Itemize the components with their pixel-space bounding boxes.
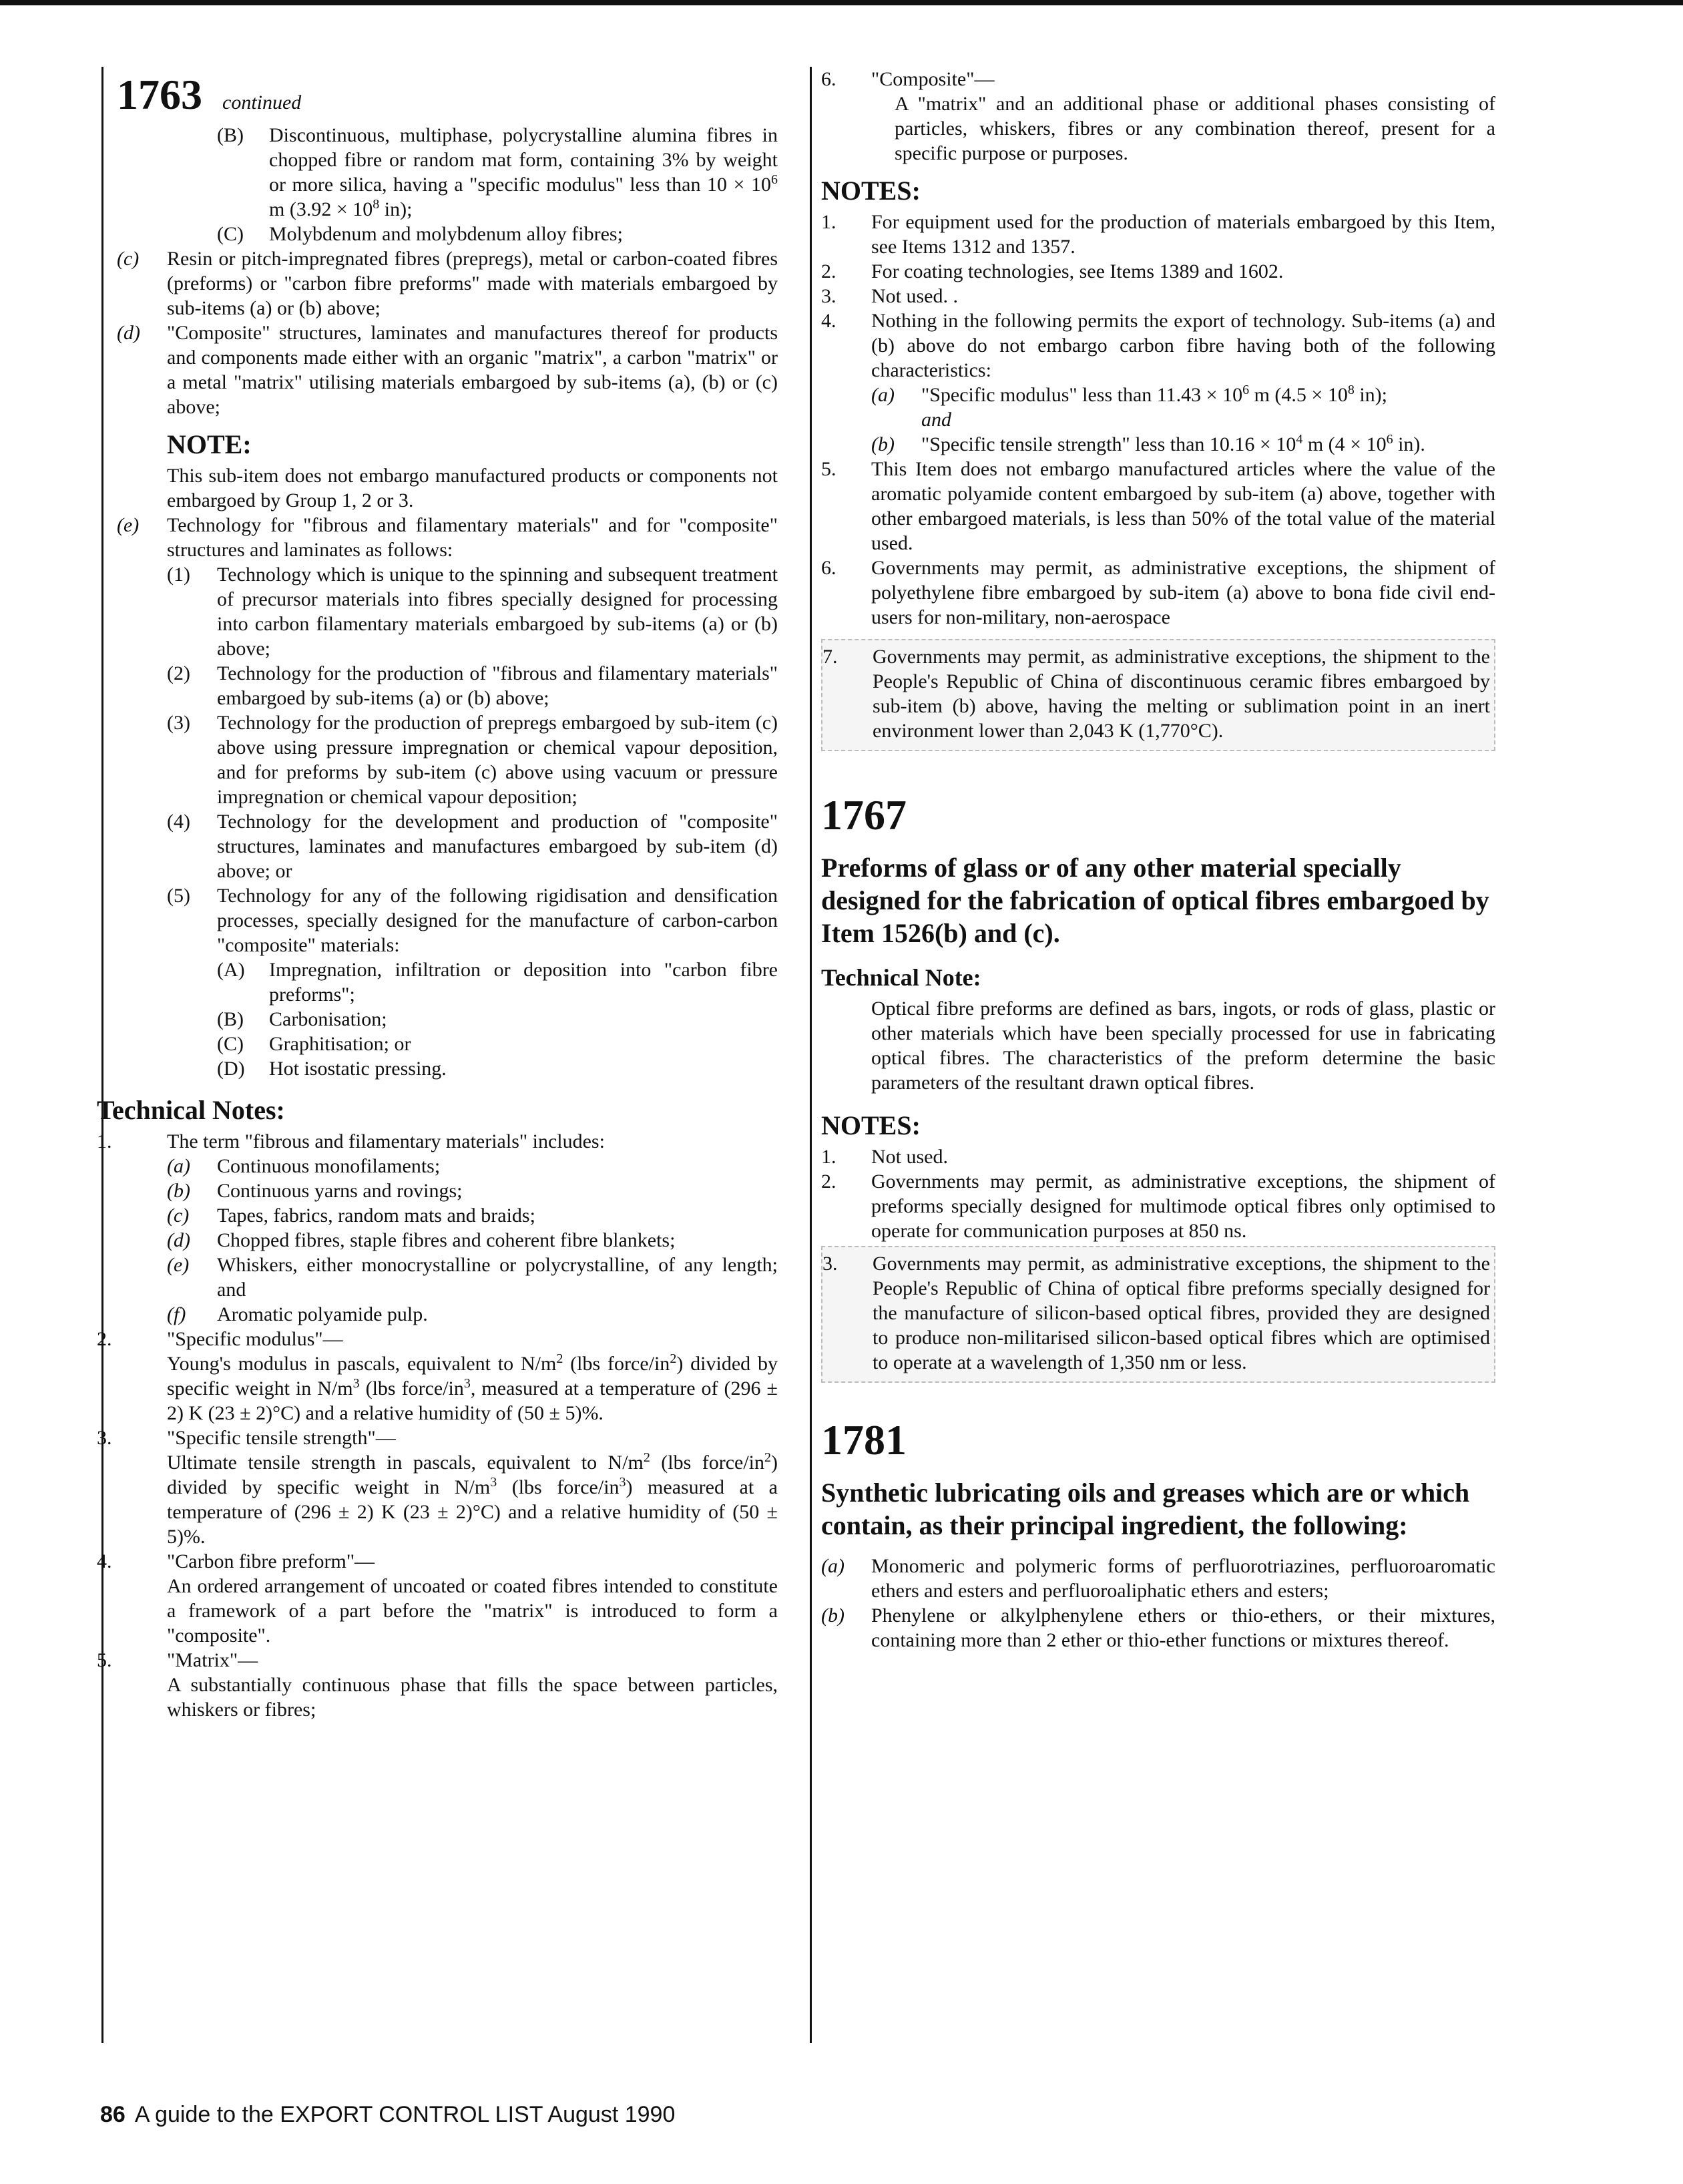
definition-text: Young's modulus in pascals, equivalent to $N/m^2$ (lbs force/$in^2$) divided by specific weight in $N/m^3$ (lbs force/$in^3$, measured at a temperature of (296 ± 2) K (23 ± 2)°C) and a relative humidity of (50 ± 5)%. bbox=[167, 1351, 778, 1424]
list-item: 6. "Composite"— bbox=[821, 68, 995, 90]
list-item: (3) Technology for the production of prepregs embargoed by sub-item (c) above using pressure impregnation or chemical vapour deposition, and for preforms by sub-item (c) above using vacuum or pressure impregnation or chemical vapour deposition; bbox=[167, 712, 778, 808]
list-item: 5. "Matrix"— bbox=[97, 1649, 258, 1671]
technical-note-heading: Technical Note: bbox=[821, 964, 981, 991]
list-item: 4. "Carbon fibre preform"— bbox=[97, 1550, 375, 1572]
list-item: (b) Phenylene or alkylphenylene ethers or thio-ethers, or their mixtures, containing more than 2 ether or thio-ether functions or mixtures thereof. bbox=[821, 1604, 1495, 1651]
continued-label: continued bbox=[222, 91, 302, 114]
page-number: 86 bbox=[100, 2102, 126, 2127]
list-item: (D) Hot isostatic pressing. bbox=[217, 1058, 447, 1080]
item-heading-1763 bbox=[117, 67, 778, 123]
left-column bbox=[97, 67, 778, 1722]
list-item: 2. "Specific modulus"— bbox=[97, 1328, 343, 1350]
item-number-1767: 1767 bbox=[821, 791, 907, 839]
list-item: (c) Resin or pitch-impregnated fibres (prepregs), metal or carbon-coated fibres (preforms) or "carbon fibre preforms" made with materials embargoed by sub-items (a) or (b) above; bbox=[117, 248, 778, 319]
definition-text: A "matrix" and an additional phase or additional phases consisting of particles, whiskers, fibres or any combination thereof, present for a specific purpose or purposes. bbox=[895, 93, 1495, 164]
list-item: 6. Governments may permit, as administrative exceptions, the shipment of polyethylene fibre embargoed by sub-item (a) above to bona fide civil end-users for non-military, non-aerospace bbox=[821, 557, 1495, 628]
definition-text: A substantially continuous phase that fills the space between particles, whiskers or fibres; bbox=[167, 1674, 778, 1721]
notes-heading: NOTES: bbox=[821, 1110, 921, 1140]
item-title-1767: Preforms of glass or of any other material specially designed for the fabrication of optical fibres embargoed by Item 1526(b) and (c). bbox=[821, 853, 1489, 948]
list-item: (1) Technology which is unique to the spinning and subsequent treatment of precursor materials into fibres specially designed for processing into carbon filamentary materials embargoed by sub-items (a) or (b) above; bbox=[167, 564, 778, 660]
list-item: (f) Aromatic polyamide pulp. bbox=[167, 1303, 428, 1325]
column-divider-rule bbox=[810, 67, 812, 2043]
notes-heading: NOTES: bbox=[821, 176, 921, 206]
definition-text: Ultimate tensile strength in pascals, equivalent to $N/m^2$ (lbs force/$in^2$) divided by specific weight in $N/m^3$ (lbs force/$in^3$) measured at a temperature of (296 ± 2) K (23 ± 2)°C) and a relative humidity of (50 ± 5)%. bbox=[167, 1450, 778, 1548]
and-connector: and bbox=[921, 409, 951, 431]
list-item: (A) Impregnation, infiltration or deposition into "carbon fibre preforms"; bbox=[217, 959, 778, 1006]
list-item: (2) Technology for the production of "fibrous and filamentary materials" embargoed by sub-items (a) or (b) above; bbox=[167, 662, 778, 709]
list-item: (C) Graphitisation; or bbox=[217, 1033, 411, 1055]
amended-note-box bbox=[821, 1246, 1495, 1383]
list-item: 7. Governments may permit, as administrative exceptions, the shipment to the People's Republic of China of discontinuous ceramic fibres embargoed by sub-item (b) above, having the melting or sublimation point in an inert environment lower than 2,043 K (1,770°C). bbox=[822, 646, 1490, 742]
list-item: (B) Discontinuous, multiphase, polycrystalline alumina fibres in chopped fibre or random mat form, containing 3% by weight or more silica, having a "specific modulus" less than $10 \times 10^6$ m ($3.92 \times 10^8$ in); bbox=[217, 124, 778, 220]
list-item: (c) Tapes, fabrics, random mats and braids; bbox=[167, 1205, 535, 1227]
list-item: (4) Technology for the development and production of "composite" structures, laminates and manufactures embargoed by sub-item (d) above; or bbox=[167, 811, 778, 882]
list-item: (d) Chopped fibres, staple fibres and coherent fibre blankets; bbox=[167, 1229, 676, 1251]
list-item: 2. For coating technologies, see Items 1389 and 1602. bbox=[821, 260, 1284, 282]
item-number: 1763 bbox=[117, 71, 202, 118]
list-item: (e) Technology for "fibrous and filamentary materials" and for "composite" structures and laminates as follows: bbox=[117, 514, 778, 561]
list-item: (a) Monomeric and polymeric forms of perfluorotriazines, perfluoroaromatic ethers and esters and perfluoroaliphatic ethers and esters; bbox=[821, 1555, 1495, 1602]
list-item: 2. Governments may permit, as administrative exceptions, the shipment of preforms specially designed for multimode optical fibres only optimised to operate for communication purposes at 850 ns. bbox=[821, 1170, 1495, 1242]
list-item: 1. Not used. bbox=[821, 1146, 948, 1168]
list-item: 3. Governments may permit, as administrative exceptions, the shipment to the People's Republic of China of optical fibre preforms specially designed for the manufacture of silicon-based optical fibres, provided they are designed to produce non-militarised silicon-based optical fibres which are optimised to operate at a wavelength of 1,350 nm or less. bbox=[822, 1253, 1490, 1373]
amended-note-box bbox=[821, 639, 1495, 751]
list-item: 1. The term "fibrous and filamentary materials" includes: bbox=[97, 1130, 605, 1152]
note-text: This sub-item does not embargo manufactured products or components not embargoed by Group 1, 2 or 3. bbox=[167, 465, 778, 511]
list-item: (b) "Specific tensile strength" less than $10.16 \times 10^4$ m ($4 \times 10^6$ in). bbox=[871, 432, 1425, 455]
list-item: 3. Not used. . bbox=[821, 285, 958, 307]
definition-text: An ordered arrangement of uncoated or coated fibres intended to constitute a framework of a part before the "matrix" is introduced to form a "composite". bbox=[167, 1575, 778, 1647]
footer-text: A guide to the EXPORT CONTROL LIST August 1990 bbox=[134, 2102, 676, 2127]
list-item: (d) "Composite" structures, laminates and manufactures thereof for products and components made either with an organic "matrix", a carbon "matrix" or a metal "matrix" utilising materials embargoed by sub-items (a), (b) or (c) above; bbox=[117, 322, 778, 418]
list-item: (B) Carbonisation; bbox=[217, 1008, 387, 1030]
list-item: (e) Whiskers, either monocrystalline or polycrystalline, of any length; and bbox=[167, 1254, 778, 1301]
item-title-1781: Synthetic lubricating oils and greases which are or which contain, as their principal ingredient, the following: bbox=[821, 1478, 1470, 1540]
left-margin-rule bbox=[101, 67, 103, 2043]
list-item: 1. For equipment used for the production of materials embargoed by this Item, see Items 1312 and 1357. bbox=[821, 211, 1495, 258]
list-item: (C) Molybdenum and molybdenum alloy fibres; bbox=[217, 223, 623, 245]
list-item: (a) "Specific modulus" less than $11.43 \times 10^6$ m ($4.5 \times 10^8$ in); bbox=[871, 383, 1388, 406]
list-item: 5. This Item does not embargo manufactured articles where the value of the aromatic polyamide content embargoed by sub-item (a) above, together with other embargoed materials, is less than 50% of the total value of the material used. bbox=[821, 458, 1495, 554]
page-footer bbox=[100, 2102, 675, 2128]
right-column bbox=[821, 67, 1495, 1653]
technical-notes-heading: Technical Notes: bbox=[97, 1095, 285, 1125]
list-item: 3. "Specific tensile strength"— bbox=[97, 1427, 396, 1449]
top-border-line bbox=[0, 0, 1683, 5]
list-item: (b) Continuous yarns and rovings; bbox=[167, 1180, 463, 1202]
list-item: 4. Nothing in the following permits the export of technology. Sub-items (a) and (b) above do not embargo carbon fibre having both of the following characteristics: bbox=[821, 310, 1495, 381]
list-item: (a) Continuous monofilaments; bbox=[167, 1155, 441, 1177]
technical-note-text: Optical fibre preforms are defined as bars, ingots, or rods of glass, plastic or other materials which have been specially processed for use in fabricating optical fibres. The characteristics of the preform determine the basic parameters of the resultant drawn optical fibres. bbox=[871, 998, 1495, 1094]
item-number-1781: 1781 bbox=[821, 1416, 907, 1464]
list-item: (5) Technology for any of the following rigidisation and densification processes, specially designed for the manufacture of carbon-carbon "composite" materials: bbox=[167, 885, 778, 956]
note-heading: NOTE: bbox=[167, 429, 252, 459]
